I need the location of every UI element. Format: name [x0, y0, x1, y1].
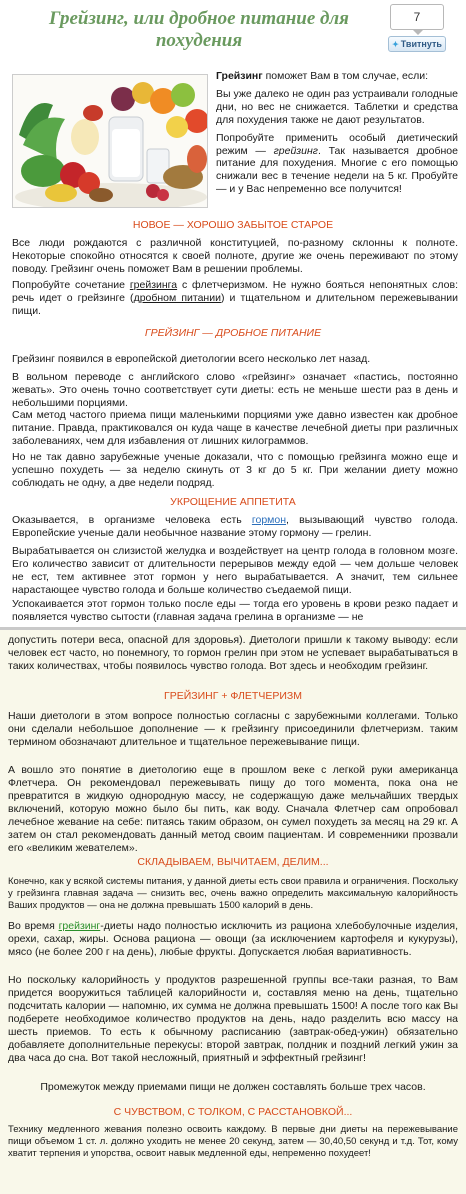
hormone-link[interactable]: гормон: [251, 514, 287, 526]
intro-text: [216, 70, 458, 201]
section-heading: ГРЕЙЗИНГ — ДРОБНОЕ ПИТАНИЕ: [144, 327, 322, 339]
section-heading: ГРЕЙЗИНГ + ФЛЕТЧЕРИЗМ: [164, 690, 302, 702]
paragraph: Все люди рождаются с различной конституцией, по-разному склонны к полноте. Некоторые спокойно относятся к своей полноте, другие же очень переживают по этому поводу. Грейзинг очень поможет Вам в решении проблемы.: [12, 237, 458, 276]
vegetables-fruits-illustration: [13, 75, 208, 208]
article-title: Грейзинг, или дробное питание для похудения: [49, 8, 349, 51]
paragraph: Вырабатывается он слизистой желудка и воздействует на центр голода в головном мозге. Его количество зависит от длительности перерывов между едой — чем дольше человек не ест, тем активнее этот гормон у него вырабатывается. А значит, тем сильнее нарастающее чувство голода и больше количество съедаемой пищи.: [12, 545, 458, 597]
intro-paragraph: Попробуйте применить особый диетический режим — грейзинг. Так называется дробное питание для похудения. Многие с его помощью снижали вес в течение недели на 5 кг. Пробуйте — и у Вас непременно все получится!: [216, 131, 458, 196]
section-heading: УКРОЩЕНИЕ АППЕТИТА: [170, 496, 296, 508]
paragraph: Попробуйте сочетание грейзинга с флетчеризмом. Не нужно бояться непонятных слов: речь идет о грейзинге (дробном питании) и тщательном и длительном пережевывании пищи.: [12, 279, 458, 318]
share-counter: 7: [390, 4, 444, 30]
paragraph: Но поскольку калорийность у продуктов разрешенной группы все-таки разная, то Вам придется вооружиться таблицей калорийности и, составляя меню на день, тщательно подсчитать калории — напомню, их сумма не должна превышать 1500! А после того как Вы подберете необходимое количество продуктов на день, надо разделить всю массу на шесть приемов. То есть к обычному расписанию (завтрак-обед-ужин) обязательно добавляете дополнительные перекусы: второй завтрак, полдник и поздний легкий ужин за два часа до сна. Вот такой несложный, приятный и эффектный грейзинг!: [8, 974, 458, 1065]
paragraph: допустить потери веса, опасной для здоровья). Диетологи пришли к такому выводу: если человек ест часто, но понемногу, то гормон грелин при этом не успевает вырабатываться в таких количествах, чтобы появилось чувство голода. Вот здесь и необходим грейзинг.: [8, 634, 458, 673]
paragraph: Во время грейзинг-диеты надо полностью исключить из рациона хлебобулочные изделия, орехи, сахар, жиры. Основа рациона — овощи (за исключением картофеля и кукурузы), мясо (не более 200 г на день), любые фрукты. Допускается любая вариативность.: [8, 920, 458, 959]
twitter-bird-icon: ✦: [392, 40, 399, 49]
paragraph: Сам метод частого приема пищи маленькими порциями уже давно известен как дробное питание. Правда, практиковался он куда чаще в качестве лечебной диеты при различных заболеваниях, чем для избавления от лишних килограммов.: [12, 409, 458, 448]
paragraph: Успокаивается этот гормон только после еды — тогда его уровень в крови резко падает и появляется чувство сытости (главная задача грелина в организме — не: [12, 598, 458, 624]
paragraph: Технику медленного жевания полезно освоить каждому. В первые дни диеты на пережевывание пищи объемом 1 ст. л. должно уходить не менее 20 секунд, затем — 30,40,50 секунд и т.д. Тот, кому хватит терпения и упорства, освоит навык медленной еды, непременно похудеет!: [8, 1124, 458, 1159]
section-heading: НОВОЕ — ХОРОШО ЗАБЫТОЕ СТАРОЕ: [132, 219, 334, 231]
intro-lead: Грейзинг поможет Вам в том случае, если:: [216, 70, 429, 82]
paragraph: Но не так давно зарубежные ученые доказали, что с помощью грейзинга можно еще и успешно похудеть — за неделю скинуть от 3 кг до 5 кг. При желании диету можно соблюдать не одну, а две недели подряд.: [12, 451, 458, 490]
food-photo: [12, 74, 208, 208]
paragraph: Конечно, как у всякой системы питания, у данной диеты есть свои правила и ограничения. Поскольку у грейзинга главная задача — снизить вес, очень важно определить максимальную калорийность Ваших продуктов — она не должна превышать 1500 калорий в день.: [8, 876, 458, 911]
section-heading: С ЧУВСТВОМ, С ТОЛКОМ, С РАССТАНОВКОЙ...: [113, 1106, 353, 1118]
intro-paragraph: Вы уже далеко не один раз устраивали голодные дни, но вес не снижается. Таблетки и средства для похудения также не дают результатов.: [216, 87, 458, 126]
grazing-link[interactable]: грейзинг: [58, 920, 101, 932]
paragraph: Наши диетологи в этом вопросе полностью согласны с зарубежными коллегами. Только они сделали небольшое дополнение — к грейзингу присоединили флетчеризм. таким термином обозначают длительное и тщательное пережевывание пищи.: [8, 710, 458, 749]
tweet-label: Твитнуть: [400, 39, 442, 49]
bottom-article-panel: [0, 630, 466, 1194]
paragraph: Оказывается, в организме человека есть гормон, вызывающий чувство голода. Европейские ученые дали необычное название этому гормону — грелин.: [12, 514, 459, 540]
paragraph: В вольном переводе с английского слово «грейзинг» означает «пастись, постоянно жевать». Это очень точно соответствует сути диеты: есть не меньше шести раз в день и небольшими порциями.: [12, 371, 458, 410]
paragraph: А вошло это понятие в диетологию еще в прошлом веке с легкой руки американца Флетчера. Он рекомендовал пережевывать пищу до того момента, пока она не превратится в жидкую однородную массу, не содержащую даже мельчайших твердых включений, которую можно было бы пить, как воду. Сначала Флетчер сам опробовал лечебное жевание на себе: питаясь таким образом, он сумел похудеть за месяц на 29 кг. А затем он стал рекомендовать данный метод своим пациентам. И современники прозвали его «великим жевателем».: [8, 764, 458, 855]
paragraph: Промежуток между приемами пищи не должен составлять больше трех часов.: [40, 1081, 426, 1093]
section-heading: СКЛАДЫВАЕМ, ВЫЧИТАЕМ, ДЕЛИМ...: [137, 856, 329, 868]
paragraph: Грейзинг появился в европейской диетологии всего несколько лет назад.: [12, 353, 371, 365]
tweet-button[interactable]: [388, 36, 446, 52]
